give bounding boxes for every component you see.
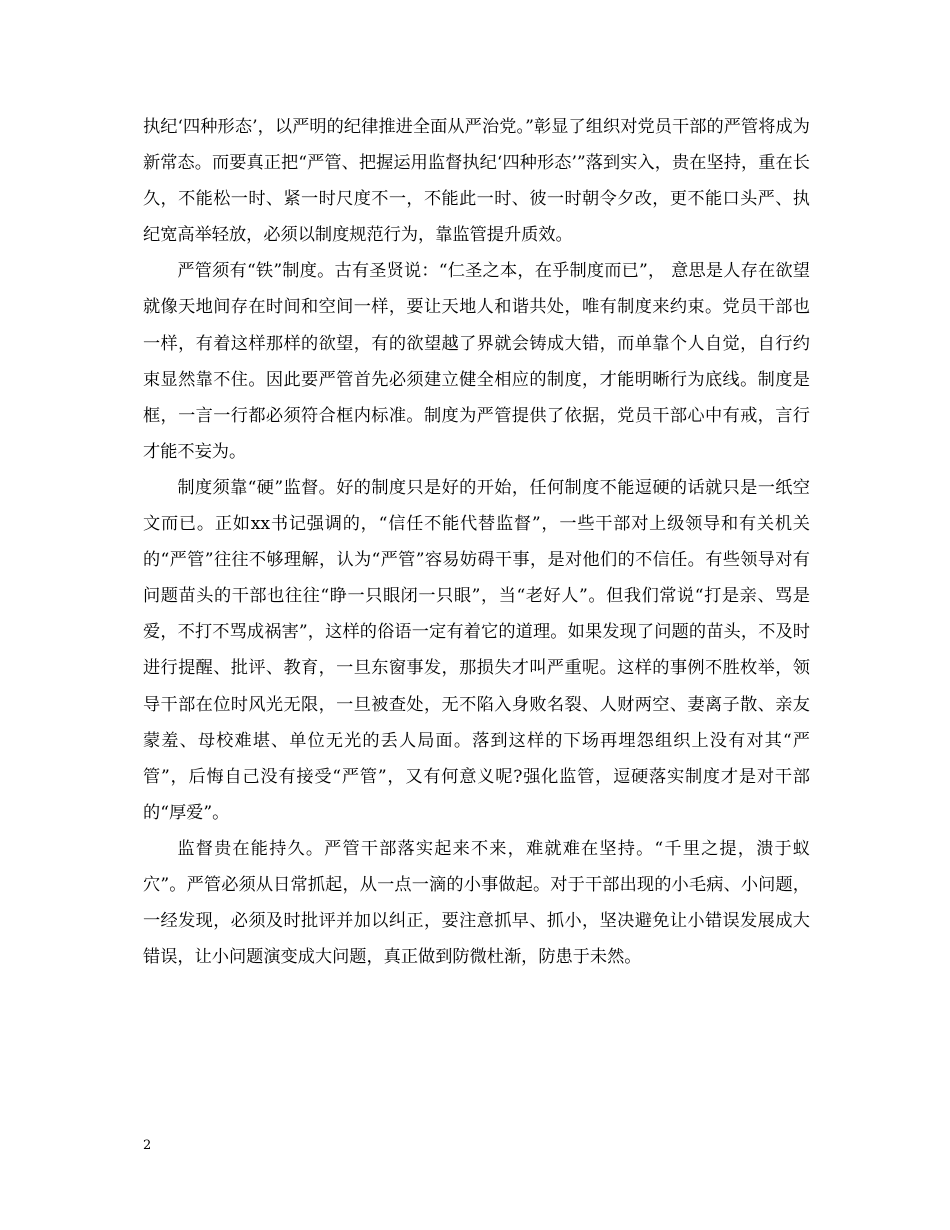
body-text [143, 109, 810, 975]
paragraph-3: 制度须靠“硬”监督。好的制度只是好的开始，任何制度不能逗硬的话就只是一纸空文而已。正如xx书记强调的，“信任不能代替监督”，一些干部对上级领导和有关机关的“严管”往往不够理解，认为“严管”容易妨碍干事，是对他们的不信任。有些领导对有问题苗头的干部也往往“睁一只眼闭一只眼”，当“老好人”。但我们常说“打是亲、骂是爱，不打不骂成祸害”，这样的俗语一定有着它的道理。如果发现了问题的苗头，不及时进行提醒、批评、教育，一旦东窗事发，那损失才叫严重呢。这样的事例不胜枚举，领导干部在位时风光无限，一旦被查处，无不陷入身败名裂、人财两空、妻离子散、亲友蒙羞、母校难堪、单位无光的丢人局面。落到这样的下场再埋怨组织上没有对其“严管”，后悔自己没有接受“严管”，又有何意义呢?强化监管，逗硬落实制度才是对干部的“厚爱”。 [143, 477, 810, 823]
paragraph-1: 执纪‘四种形态’，以严明的纪律推进全面从严治党。”彰显了组织对党员干部的严管将成为新常态。而要真正把“严管、把握运用监督执纪‘四种形态’”落到实入，贵在坚持，重在长久，不能松一时、紧一时尺度不一，不能此一时、彼一时朝令夕改，更不能口头严、执纪宽高举轻放，必须以制度规范行为，靠监管提升质效。 [143, 117, 810, 246]
paragraph-2: 严管须有“铁”制度。古有圣贤说：“仁圣之本，在乎制度而已”， 意思是人存在欲望就像天地间存在时间和空间一样，要让天地人和谐共处，唯有制度来约束。党员干部也一样，有着这样那样的欲望，有的欲望越了界就会铸成大错，而单靠个人自觉，自行约束显然靠不住。因此要严管首先必须建立健全相应的制度，才能明晰行为底线。制度是框，一言一行都必须符合框内标准。制度为严管提供了依据，党员干部心中有戒，言行才能不妄为。 [143, 261, 810, 462]
paragraph-4: 监督贵在能持久。严管干部落实起来不来，难就难在坚持。“千里之提，溃于蚁穴”。严管必须从日常抓起，从一点一滴的小事做起。对于干部出现的小毛病、小问题，一经发现，必须及时批评并加以纠正，要注意抓早、抓小，坚决避免让小错误发展成大错误，让小问题演变成大问题，真正做到防微杜渐，防患于未然。 [143, 838, 810, 968]
page-number: 2 [143, 1138, 152, 1153]
